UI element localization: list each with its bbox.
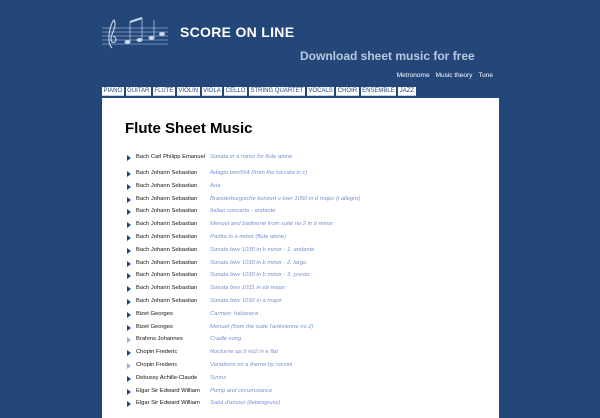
tab-piano[interactable]: PIANO (103, 88, 123, 94)
composer-name: Bach Johann Sebastian (136, 297, 198, 304)
play-arrow-icon (127, 312, 131, 318)
piece-link[interactable]: Carmen: habanera (210, 310, 259, 317)
composer-name: Brahms Johannes (136, 336, 183, 343)
composer-name: Bach Johann Sebastian (136, 221, 198, 228)
list-item (127, 324, 487, 337)
list-item (127, 298, 487, 311)
composer-name: Bach Johann Sebastian (136, 170, 198, 176)
piece-link[interactable]: Adagio bwv564 (from the toccata in c) (210, 170, 308, 176)
play-arrow-icon (127, 376, 131, 382)
play-arrow-icon (127, 325, 131, 331)
list-item (127, 247, 487, 260)
piece-link[interactable]: Italian concerto - andante (210, 208, 276, 215)
composer-name: Bach Johann Sebastian (136, 285, 198, 292)
tab-flute[interactable]: FLUTE (154, 88, 174, 94)
composer-name: Bach Johann Sebastian (136, 246, 198, 253)
composer-name: Chopin Frederic (136, 349, 178, 356)
list-item (127, 183, 487, 196)
piece-link[interactable]: Sonata bwv 1031 in eb major (210, 285, 286, 292)
list-item (127, 234, 487, 247)
piece-link[interactable]: Syrinx (210, 374, 227, 381)
list-item (127, 400, 487, 413)
play-arrow-icon (127, 389, 131, 395)
piece-link[interactable]: Branderburgische konzert v bwv 1050 in d major (i allegro) (210, 195, 361, 202)
list-item (127, 375, 487, 388)
tab-jazz[interactable]: JAZZ (399, 88, 415, 94)
play-arrow-icon (127, 401, 131, 407)
play-arrow-icon (127, 222, 131, 228)
list-item (127, 221, 487, 234)
composer-name: Bach Carl Philipp Emanuel (136, 154, 205, 160)
link-metronome[interactable]: Metronome (396, 72, 430, 79)
list-item (127, 154, 487, 170)
tab-cello[interactable]: CELLO (225, 88, 246, 94)
instrument-nav (102, 87, 499, 98)
piece-link[interactable]: Partita in a minor (flute alone) (210, 233, 287, 240)
play-arrow-icon (127, 171, 131, 177)
composer-name: Bach Johann Sebastian (136, 272, 198, 279)
play-arrow-icon (127, 184, 131, 190)
piece-link[interactable]: Pomp and circumstance (210, 387, 273, 394)
play-arrow-icon (127, 363, 131, 369)
play-arrow-icon (127, 235, 131, 241)
composer-name: Bach Johann Sebastian (136, 259, 198, 266)
play-arrow-icon (127, 248, 131, 254)
piece-link[interactable]: Variations on a theme by rossini (210, 361, 293, 368)
play-arrow-icon (127, 273, 131, 279)
tab-string-quartet[interactable]: STRING QUARTET (250, 88, 304, 94)
main-content (102, 98, 499, 418)
list-item (127, 349, 487, 362)
site-title[interactable]: SCORE ON LINE (180, 24, 295, 40)
piece-link[interactable]: Nocturne op.9 no2 in e flat (210, 349, 278, 356)
list-item (127, 170, 487, 183)
piece-link[interactable]: Sonata in a minor for flute alone (210, 154, 293, 160)
composer-name: Elgar Sir Edward William (136, 400, 200, 407)
list-item (127, 272, 487, 285)
composer-name: Bach Johann Sebastian (136, 195, 198, 202)
play-arrow-icon (127, 299, 131, 305)
piece-link[interactable]: Aria (210, 182, 221, 189)
play-arrow-icon (127, 155, 131, 161)
list-item (127, 362, 487, 375)
composer-name: Bach Johann Sebastian (136, 182, 198, 189)
tab-choir[interactable]: CHOIR (337, 88, 358, 94)
sheet-music-list (127, 154, 487, 413)
play-arrow-icon (127, 197, 131, 203)
piece-link[interactable]: Sonata bwv 1032 in a major (210, 297, 282, 304)
piece-link[interactable]: Sonata bwv 1030 in b minor - 1. andante (210, 246, 315, 253)
site-tagline: Download sheet music for free (300, 49, 475, 63)
list-item (127, 208, 487, 221)
list-item (127, 196, 487, 209)
tab-ensemble[interactable]: ENSEMBLE (362, 88, 395, 94)
link-music-theory[interactable]: Music theory (435, 72, 473, 79)
play-arrow-icon (127, 350, 131, 356)
list-item (127, 260, 487, 273)
link-tune[interactable]: Tune (478, 72, 493, 79)
top-links (397, 72, 493, 79)
composer-name: Bach Johann Sebastian (136, 208, 198, 215)
composer-name: Bach Johann Sebastian (136, 233, 198, 240)
list-item (127, 311, 487, 324)
list-item (127, 285, 487, 298)
piece-link[interactable]: Menuet (from the suite l'arlésienne no 2) (210, 323, 314, 330)
tab-violin[interactable]: VIOLIN (178, 88, 199, 94)
piece-link[interactable]: Cradle song (210, 336, 242, 343)
tab-vocals[interactable]: VOCALS (308, 88, 333, 94)
tab-viola[interactable]: VIOLA (203, 88, 221, 94)
composer-name: Bizet Georges (136, 323, 173, 330)
list-item (127, 336, 487, 349)
composer-name: Debussy Achille-Claude (136, 374, 198, 381)
piece-link[interactable]: Salut d'amour (liebesgruss) (210, 400, 281, 407)
play-arrow-icon (127, 261, 131, 267)
piece-link[interactable]: Menuet and badinerie from suite no 2 in b minor (210, 221, 334, 228)
composer-name: Bizet Georges (136, 310, 173, 317)
list-item (127, 388, 487, 401)
site-logo (100, 14, 170, 54)
play-arrow-icon (127, 337, 131, 343)
play-arrow-icon (127, 209, 131, 215)
piece-link[interactable]: Sonata bwv 1030 in b minor - 3. presto (210, 272, 310, 279)
tab-guitar[interactable]: GUITAR (127, 88, 150, 94)
composer-name: Elgar Sir Edward William (136, 387, 200, 394)
page-title: Flute Sheet Music (125, 120, 253, 137)
play-arrow-icon (127, 286, 131, 292)
piece-link[interactable]: Sonata bwv 1030 in b minor - 2. largo (210, 259, 307, 266)
composer-name: Chopin Frederic (136, 361, 178, 368)
